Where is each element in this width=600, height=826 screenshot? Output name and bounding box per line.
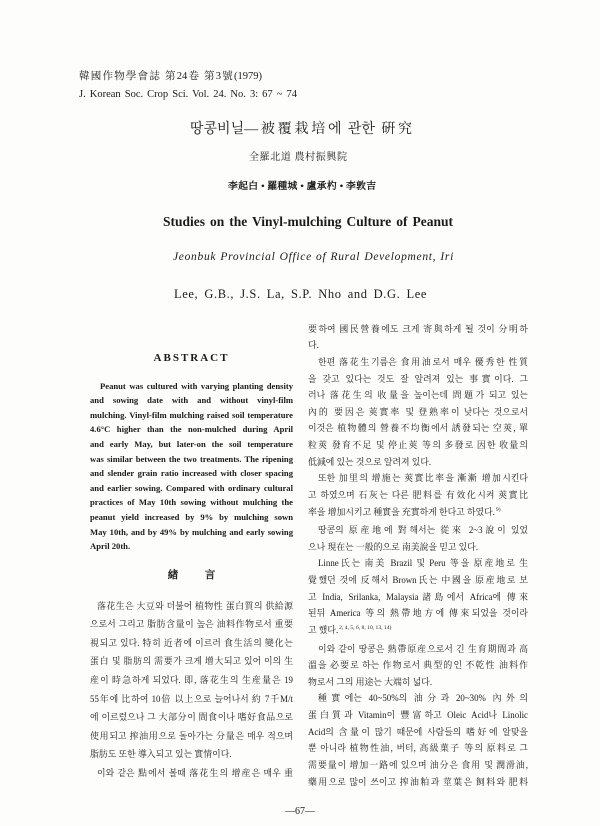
intro-text-line: 物로서 그의 用途는 大端히 넓다. bbox=[308, 676, 433, 687]
intro-text-line: Linne氏는 南美 Brazil 및 Peru 等을 原産地로 生 bbox=[318, 558, 528, 569]
intro-text-line: 땅콩의 原産地에 對해서는 從來 2~3說이 있었 bbox=[318, 525, 528, 536]
intro-text-line bbox=[308, 504, 528, 523]
intro-text-line: 溫을 必要로 하는 作物로서 典型的인 不乾性 油料作 bbox=[308, 660, 528, 671]
intro-text-line: 이와 같은 點에서 볼때 落花生의 增産은 매우 重 bbox=[97, 767, 293, 778]
intro-text-line bbox=[308, 622, 528, 641]
intro-text-line: 된뒤 America 等의 熱帶地方에 傳來되었을 것이라 bbox=[308, 608, 528, 619]
intro-text-line: 55年에 比하여 10倍 以上으로 늘어나서 約 7千M/t bbox=[90, 693, 293, 704]
affiliation-english: Jeonbuk Provincial Office of Rural Development, Iri bbox=[173, 251, 454, 263]
intro-text-line: 으나 現在는 一般的으로 南美說을 믿고 있다. bbox=[308, 541, 479, 552]
intro-text-line: 粒莢 發育不足 및 停止莢 等의 多發로 因한 收量의 bbox=[308, 440, 528, 451]
abstract-line: and earlier sowing. Compared with ordinary cultural bbox=[90, 482, 293, 493]
intro-text-line: 低減에 있는 것으로 알려져 있다. bbox=[308, 456, 432, 467]
intro-text-line: 다. bbox=[308, 340, 319, 351]
intro-text-line: 産이 時急하게 되었다. 即, 落花生의 生産量은 19 bbox=[90, 674, 293, 685]
intro-text-line: 을 갖고 있다는 것도 잘 알려져 있는 事實이다. 그 bbox=[308, 373, 528, 384]
intro-text-line: 蛋白質과 Vitamin이 豐富하고 Oleic Acid나 Linolic bbox=[308, 710, 528, 721]
intro-text-line: 要하여 國民營養에도 크게 寄與하게 될 것이 分明하 bbox=[308, 323, 528, 334]
intro-text-line: 內的 要因은 莢實率 및 登熟率이 낮다는 것으로서 bbox=[308, 406, 528, 417]
paper-title-korean: 땅콩비닐—被覆栽培에 관한 硏究 bbox=[190, 122, 412, 137]
introduction-right-column bbox=[308, 321, 528, 791]
abstract-line: mulching. Vinyl-film mulching raised soil temperature bbox=[90, 409, 293, 420]
intro-text-line: 고 하였으며 石灰는 다른 肥料를 有效化시켜 莢實比 bbox=[308, 489, 528, 500]
citation-superscript: 2, 4, 5, 6, 8, 10, 13, 14) bbox=[339, 625, 392, 632]
abstract-heading: ABSTRACT bbox=[153, 352, 230, 364]
journal-citation: J. Korean Soc. Crop Sci. Vol. 24. No. 3: 67 ~ 74 bbox=[79, 89, 297, 100]
intro-text-line: 뿐 아니라 植物性油, 버터, 高級菓子 等의 原料로 그 bbox=[308, 743, 528, 754]
paper-title-english: Studies on the Vinyl-mulching Culture of Peanut bbox=[163, 214, 453, 229]
intro-text-line: 에 이르렀으나 그 大部分이 間食이나 嗜好食品으로 bbox=[90, 712, 293, 723]
page-number: —67— bbox=[285, 806, 315, 817]
affiliation-korean: 全羅北道 農村振興院 bbox=[249, 152, 347, 163]
intro-text-line: 고 India, Srilanka, Malaysia諸島에서 Africa에 傳來 bbox=[308, 591, 528, 602]
intro-line-text: 고 했다. bbox=[308, 624, 339, 635]
journal-name-volume: 韓國作物學會誌 第24卷 第3號(1979) bbox=[79, 71, 262, 82]
intro-text-line: 種實에는 40~50%의 油分과 20~30% 內外의 bbox=[318, 693, 528, 704]
authors-korean: 李起白 • 羅種城 • 盧承杓 • 李敦吉 bbox=[228, 181, 376, 192]
intro-text-line: 한편 落花生기름은 食用油로서 매우 優秀한 性質 bbox=[318, 356, 528, 367]
abstract-line: practices of May 10th sowing without mulching the bbox=[90, 497, 293, 508]
intro-text-line: 藥用으로 많이 쓰이고 搾油粕과 莖葉은 飼料와 肥料 bbox=[308, 776, 528, 787]
abstract-line: 4.6°C higher than the non-mulched during April bbox=[90, 424, 293, 435]
intro-text-line: 落花生은 大豆와 더불어 植物性 蛋白質의 供給源 bbox=[97, 600, 293, 611]
intro-text-line: 으로서 그리고 脂肪含量이 높은 油料作物로서 重要 bbox=[90, 619, 293, 630]
intro-text-line: 러나 落花生의 收量을 높이는데 問題가 되고 있는 bbox=[308, 390, 528, 401]
abstract-line: May 10th, and by 49% by mulching and early sowing bbox=[90, 526, 293, 537]
intro-text-line: 이와 같이 땅콩은 熱帶原産으로서 긴 生育期間과 高 bbox=[318, 643, 528, 654]
intro-text-line: 脂肪도 또한 導入되고 있는 實情이다. bbox=[90, 749, 232, 760]
intro-text-line: 需要量이 增加一路에 있으며 油分은 食用 및 潤滑油, bbox=[308, 759, 528, 770]
abstract-line: Peanut was cultured with varying planting density bbox=[100, 380, 293, 391]
intro-text-line: 覺했던 것에 反해서 Brown氏는 中國을 原産地로 보 bbox=[308, 575, 528, 586]
abstract-line: peanut yield increased by 9% by mulching sown bbox=[90, 512, 293, 523]
intro-text-line: Acid의 含量이 많기 때문에 사람들의 嗜好에 알맞을 bbox=[308, 726, 528, 737]
intro-text-line: 또한 加里의 增施는 莢實比率을 漸漸 增加시킨다 bbox=[318, 473, 528, 484]
intro-text-line: 使用되고 搾油用으로 돌아가는 分量은 매우 적으며 bbox=[90, 730, 293, 741]
abstract-line: and slender grain ratio increased with closer spacing bbox=[90, 468, 293, 479]
abstract-line: April 20th. bbox=[90, 541, 131, 552]
abstract-line: and early May, but later-on the soil temperature bbox=[90, 439, 293, 450]
citation-superscript: 9) bbox=[495, 506, 501, 513]
authors-english: Lee, G.B., J.S. La, S.P. Nho and D.G. Lee bbox=[174, 287, 427, 301]
intro-line-text: 率을 增加시키고 種實을 充實하게 한다고 하였다. bbox=[308, 506, 495, 517]
intro-text-line: 蛋白 및 脂肪의 需要가 크게 增大되고 있어 이의 生 bbox=[90, 656, 293, 667]
introduction-heading: 緖 言 bbox=[167, 570, 216, 581]
abstract-line: and sowing date with and without vinyl-film bbox=[90, 395, 293, 406]
abstract-line: was similar between the two treatments. The ripening bbox=[90, 453, 293, 464]
introduction-left-column bbox=[90, 597, 293, 783]
intro-text-line: 이것은 植物體의 營養不均衡에서 誘發되는 空莢, 單 bbox=[308, 423, 528, 434]
intro-text-line: 視되고 있다. 特히 近者에 이르러 食生活의 變化는 bbox=[90, 637, 293, 648]
abstract-body bbox=[90, 379, 293, 554]
